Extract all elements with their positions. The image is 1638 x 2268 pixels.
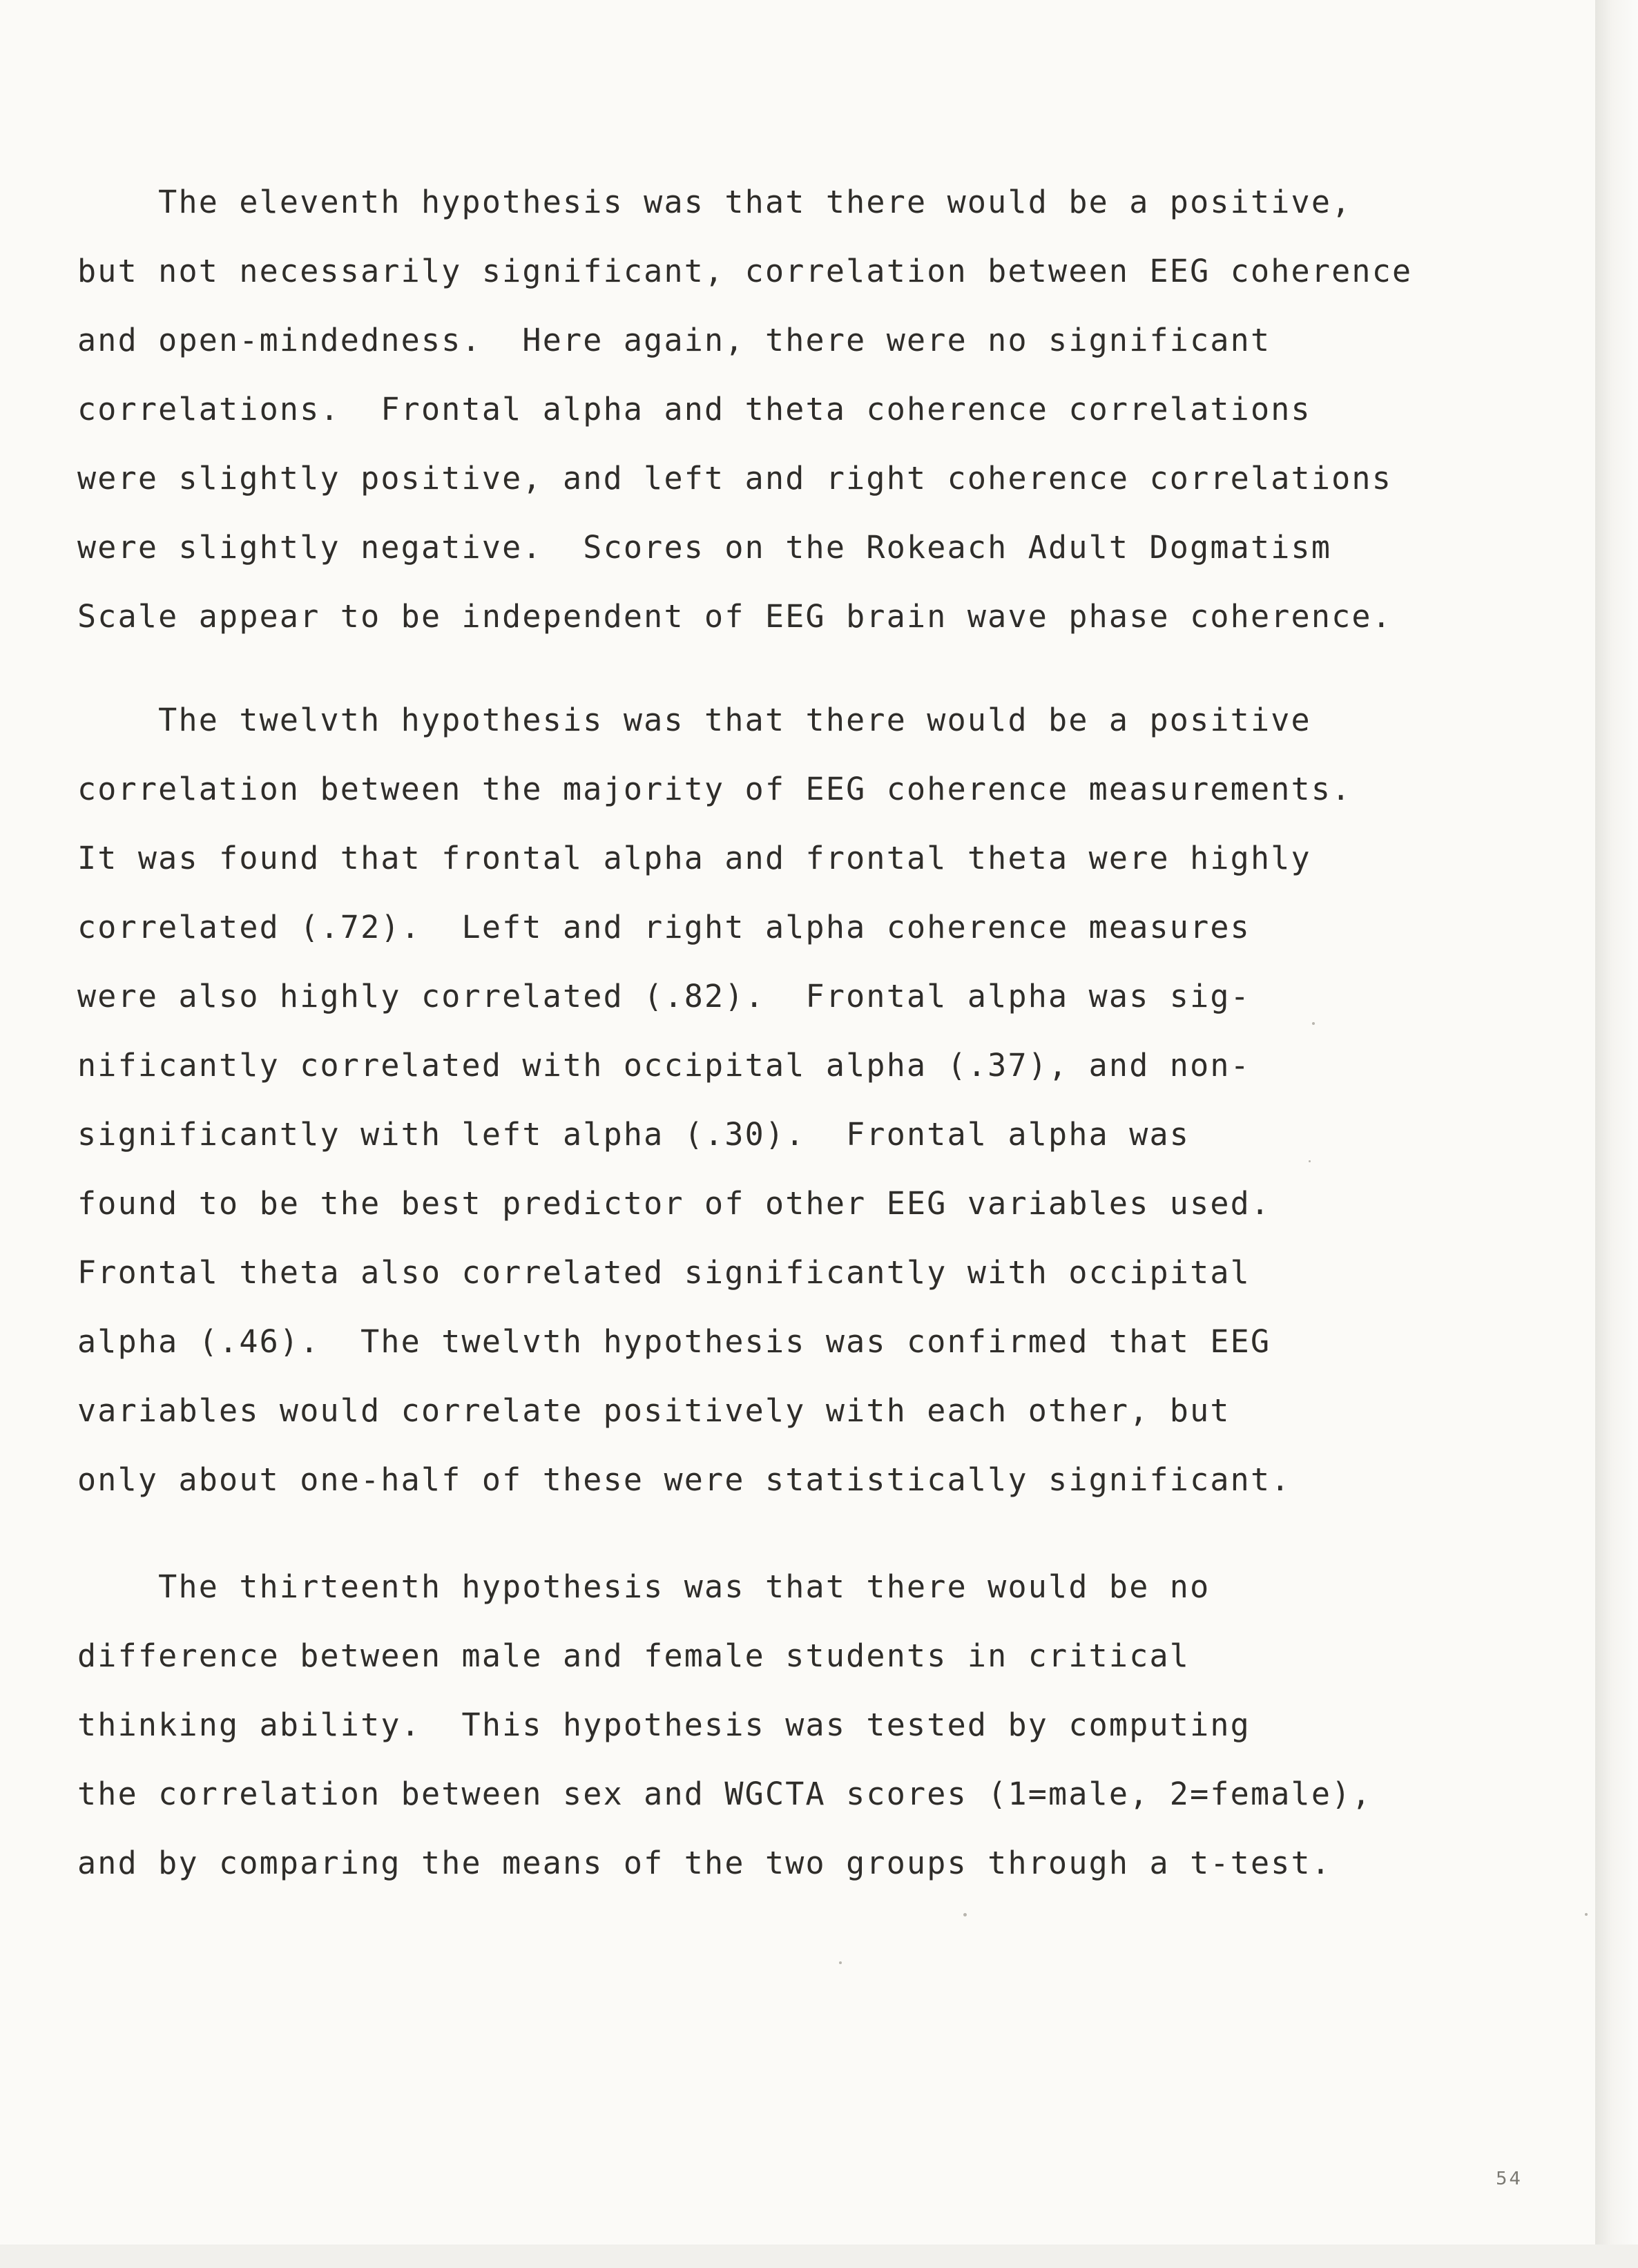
paragraph-2-line-1: The twelvth hypothesis was that there would be a positive	[77, 702, 1311, 738]
paragraph-2-line-5: were also highly correlated (.82). Frontal alpha was sig-	[77, 978, 1251, 1015]
paragraph-1-line-7: Scale appear to be independent of EEG brain wave phase coherence.	[77, 598, 1392, 635]
paragraph-2-line-7: significantly with left alpha (.30). Frontal alpha was	[77, 1116, 1191, 1153]
paragraph-3-line-4: the correlation between sex and WGCTA scores (1=male, 2=female),	[77, 1776, 1372, 1812]
paper-speck	[1312, 1022, 1315, 1025]
paragraph-2-line-4: correlated (.72). Left and right alpha coherence measures	[77, 909, 1251, 945]
paragraph-2-line-2: correlation between the majority of EEG coherence measurements.	[77, 771, 1352, 807]
paragraph-1-line-6: were slightly negative. Scores on the Rokeach Adult Dogmatism	[77, 529, 1332, 566]
paragraph-2-line-10: alpha (.46). The twelvth hypothesis was confirmed that EEG	[77, 1323, 1271, 1360]
paragraph-2-line-11: variables would correlate positively with each other, but	[77, 1392, 1231, 1429]
page-edge	[1595, 0, 1638, 2268]
paragraph-2-line-6: nificantly correlated with occipital alpha (.37), and non-	[77, 1047, 1251, 1084]
page-number: 54	[1496, 2169, 1523, 2189]
paragraph-1-line-5: were slightly positive, and left and right coherence correlations	[77, 460, 1392, 497]
paper-speck	[1309, 1160, 1311, 1162]
paragraph-3-line-1: The thirteenth hypothesis was that there would be no	[77, 1568, 1211, 1605]
page-bottom-edge	[0, 2245, 1638, 2268]
paper-speck	[963, 1913, 967, 1916]
paragraph-1-line-2: but not necessarily significant, correlation between EEG coherence	[77, 253, 1413, 289]
paragraph-2-line-3: It was found that frontal alpha and frontal theta were highly	[77, 840, 1311, 876]
paragraph-3-line-2: difference between male and female students in critical	[77, 1637, 1191, 1674]
paragraph-2-line-9: Frontal theta also correlated significantly with occipital	[77, 1254, 1251, 1291]
paragraph-2-line-8: found to be the best predictor of other EEG variables used.	[77, 1185, 1271, 1222]
paragraph-1-line-3: and open-mindedness. Here again, there were no significant	[77, 322, 1271, 358]
paragraph-1-line-1: The eleventh hypothesis was that there would be a positive,	[77, 184, 1352, 220]
paragraph-2-line-12: only about one-half of these were statistically significant.	[77, 1461, 1291, 1498]
paragraph-3-line-5: and by comparing the means of the two groups through a t-test.	[77, 1845, 1332, 1881]
paragraph-3-line-3: thinking ability. This hypothesis was tested by computing	[77, 1707, 1251, 1743]
paper-speck	[1585, 1913, 1588, 1916]
paper-speck	[839, 1961, 842, 1964]
paragraph-1-line-4: correlations. Frontal alpha and theta coherence correlations	[77, 391, 1311, 427]
